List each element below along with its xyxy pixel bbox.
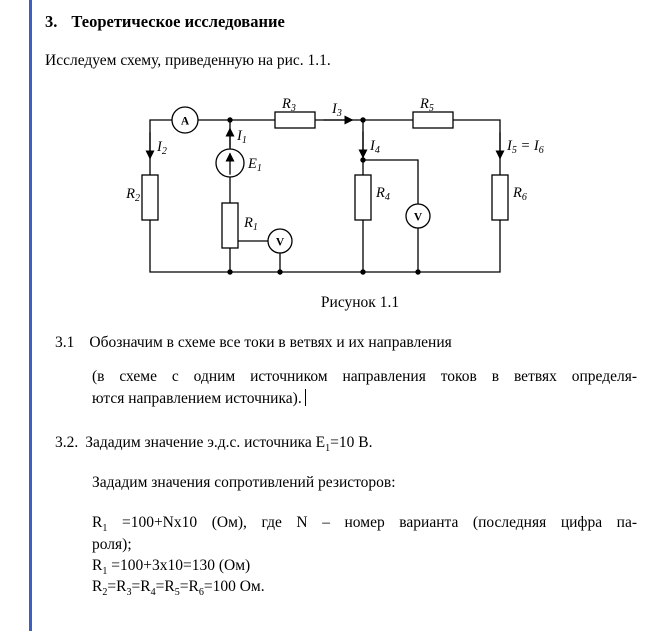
resistor-formula-tail[interactable]: роля); [92,536,132,553]
section-3-2-heading[interactable] [55,432,373,454]
resistors [142,112,508,248]
label-i2: $I_2$ [157,139,167,157]
label-i4: $I_4$ [370,138,380,156]
label-i3: $I_3$ [332,101,342,119]
label-i1: $I_1$ [237,128,247,146]
instruments [172,107,430,253]
window-left-edge [29,0,32,631]
circuit-diagram[interactable] [110,88,580,290]
section-3-2-number: 3.2. [55,434,79,451]
circuit-wires [150,120,500,272]
outer-loop-wire [150,120,500,272]
paragraph-line-1: (в схеме с одним источником направления токов в ветвях определя- [92,368,637,385]
voltmeter2-letter: V [413,211,423,224]
section-3-1-number: 3.1 [55,334,75,351]
junction-dots [227,117,420,274]
label-r4: $R_4$ [376,185,390,203]
heading-number: 3. [45,12,58,31]
resistor-formula-line[interactable]: $R_1 =100+Nх10$ (Ом), где N – номер варианта (последняя цифра па- [92,514,637,535]
label-r3: $R_3$ [282,96,296,114]
section-3-heading[interactable] [45,12,285,32]
ammeter-letter: A [180,115,190,128]
resistor-r6 [492,175,508,220]
voltmeter1-letter: V [275,236,285,249]
label-i5-i6: $I_5 = I_6$ [507,138,544,156]
text-cursor [305,389,307,406]
resistor-r2 [142,175,158,220]
figure-caption: Рисунок 1.1 [320,294,400,311]
section-3-1-text: Обозначим в схеме все токи в ветвях и их направления [89,334,452,351]
label-r5: $R_5$ [420,96,434,114]
section-3-1-paragraph[interactable] [92,366,637,410]
section-3-2-text: Зададим значение э.д.с. источника $E_1=10$ В. [85,434,373,455]
circuit-figure-canvas [110,88,580,290]
resistor-r1 [222,203,238,248]
paragraph-line-2: ются направлением источника). [92,388,637,410]
resistor-equalities-line[interactable]: $R_2=R_3=R_4=R_5=R_6=100$ Ом. [92,578,265,599]
resistors-intro-paragraph[interactable]: Зададим значения сопротивлений резисторов: [92,474,396,491]
label-r6: $R_6$ [513,185,527,203]
label-r2: $R_2$ [126,186,140,204]
resistor-r5 [413,112,453,128]
resistor-r3 [275,112,315,128]
intro-paragraph[interactable]: Исследуем схему, приведенную на рис. 1.1. [45,52,331,69]
resistor-r4 [355,175,371,220]
label-e1: $E_1$ [248,156,262,174]
section-3-1-heading[interactable] [55,332,452,354]
resistor-value-line[interactable]: $R_1 =100+3х10=130$ (Ом) [92,557,251,578]
heading-text: Теоретическое исследование [71,12,285,31]
label-r1: $R_1$ [244,215,258,233]
